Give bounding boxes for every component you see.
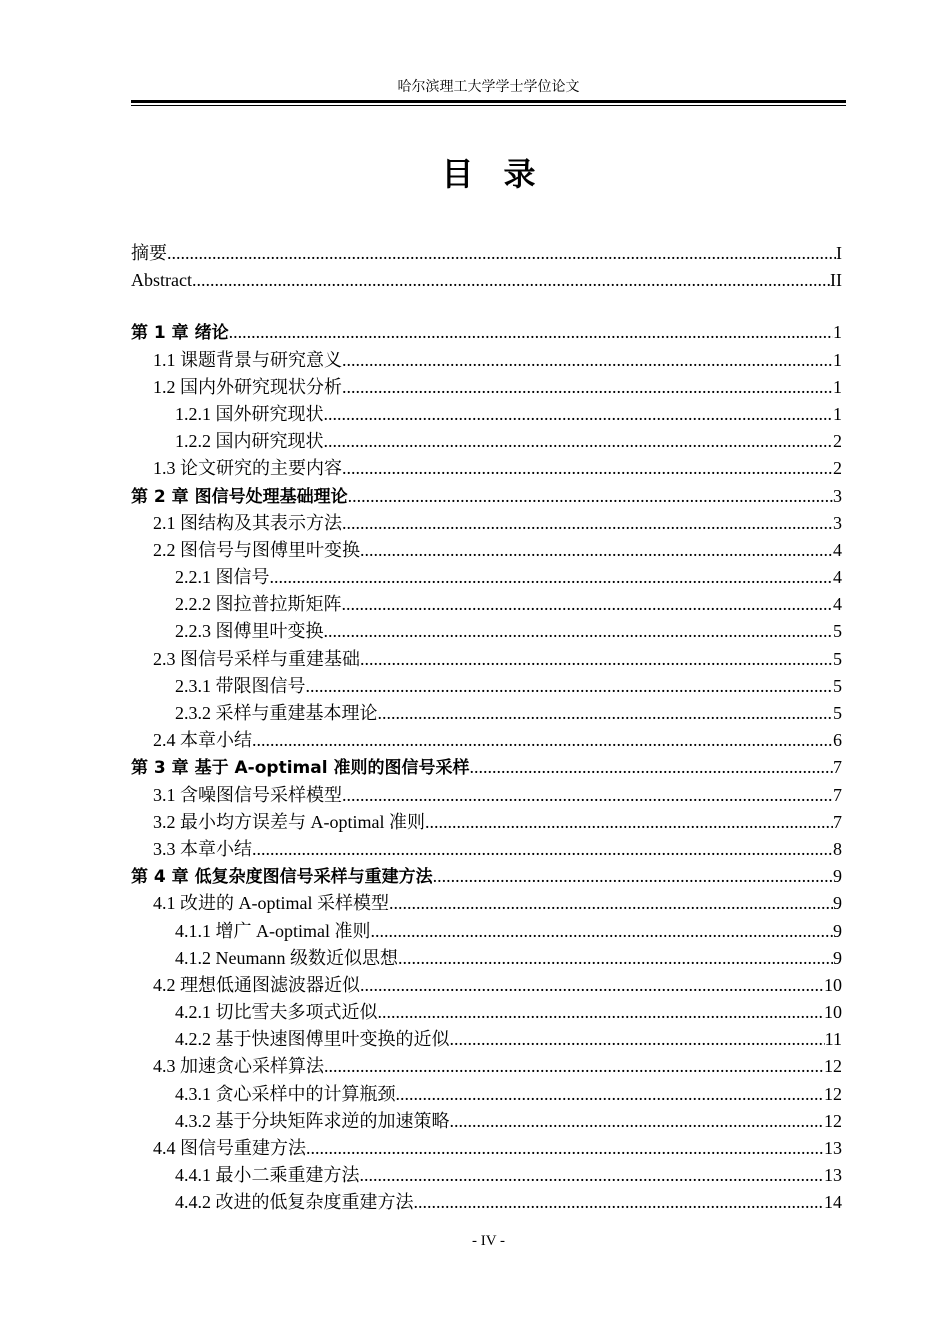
header-rule-thick bbox=[131, 100, 846, 103]
toc-section[interactable]: 4.1 改进的 A-optimal 采样模型 ..... 9 bbox=[131, 890, 842, 917]
toc-section[interactable]: 2.3 图信号采样与重建基础 ..... 5 bbox=[131, 646, 842, 673]
toc-subsection[interactable]: 4.2.2 基于快速图傅里叶变换的近似 ..... 11 bbox=[131, 1026, 842, 1053]
toc-chapter[interactable]: 第 3 章 基于 A-optimal 准则的图信号采样 ..... 7 bbox=[131, 754, 842, 781]
toc-chapter[interactable]: 第 1 章 绪论 ..... 1 bbox=[131, 319, 842, 346]
toc-section[interactable]: 1.1 课题背景与研究意义 ..... 1 bbox=[131, 347, 842, 374]
page-title: 目录 bbox=[441, 155, 566, 193]
toc-chapter[interactable]: 第 4 章 低复杂度图信号采样与重建方法 ..... 9 bbox=[131, 863, 842, 890]
toc-subsection[interactable]: 4.4.2 改进的低复杂度重建方法 ..... 14 bbox=[131, 1189, 842, 1216]
toc-entry[interactable]: Abstract ..... II bbox=[131, 267, 842, 294]
page-number: - IV - bbox=[471, 1233, 506, 1249]
toc-section[interactable]: 4.2 理想低通图滤波器近似 ..... 10 bbox=[131, 972, 842, 999]
toc-subsection[interactable]: 4.2.1 切比雪夫多项式近似 ..... 10 bbox=[131, 999, 842, 1026]
toc-subsection[interactable]: 4.4.1 最小二乘重建方法 ..... 13 bbox=[131, 1162, 842, 1189]
toc-section[interactable]: 3.3 本章小结 ..... 8 bbox=[131, 836, 842, 863]
toc-section[interactable]: 3.1 含噪图信号采样模型 ..... 7 bbox=[131, 782, 842, 809]
toc-entry[interactable]: 摘要 ..... I bbox=[131, 240, 842, 267]
toc-subsection[interactable]: 1.2.2 国内研究现状 ..... 2 bbox=[131, 428, 842, 455]
toc-section[interactable]: 4.3 加速贪心采样算法 ..... 12 bbox=[131, 1053, 842, 1080]
toc-subsection[interactable]: 2.2.1 图信号 ..... 4 bbox=[131, 564, 842, 591]
table-of-contents bbox=[131, 240, 842, 1217]
running-header: 哈尔滨理工大学学士学位论文 bbox=[397, 80, 580, 95]
toc-subsection[interactable]: 2.3.1 带限图信号 ..... 5 bbox=[131, 673, 842, 700]
toc-section[interactable]: 1.2 国内外研究现状分析 ..... 1 bbox=[131, 374, 842, 401]
toc-section[interactable]: 2.4 本章小结 ..... 6 bbox=[131, 727, 842, 754]
toc-subsection[interactable]: 4.3.1 贪心采样中的计算瓶颈 ..... 12 bbox=[131, 1081, 842, 1108]
toc-subsection[interactable]: 4.3.2 基于分块矩阵求逆的加速策略 ..... 12 bbox=[131, 1108, 842, 1135]
toc-chapter[interactable]: 第 2 章 图信号处理基础理论 ..... 3 bbox=[131, 483, 842, 510]
toc-subsection[interactable]: 4.1.2 Neumann 级数近似思想 ..... 9 bbox=[131, 945, 842, 972]
toc-section[interactable]: 2.1 图结构及其表示方法 ..... 3 bbox=[131, 510, 842, 537]
toc-subsection[interactable]: 2.2.2 图拉普拉斯矩阵 ..... 4 bbox=[131, 591, 842, 618]
toc-subsection[interactable]: 2.2.3 图傅里叶变换 ..... 5 bbox=[131, 618, 842, 645]
toc-subsection[interactable]: 1.2.1 国外研究现状 ..... 1 bbox=[131, 401, 842, 428]
toc-section[interactable]: 4.4 图信号重建方法 ..... 13 bbox=[131, 1135, 842, 1162]
toc-section[interactable]: 2.2 图信号与图傅里叶变换 ..... 4 bbox=[131, 537, 842, 564]
toc-subsection[interactable]: 4.1.1 增广 A-optimal 准则 ..... 9 bbox=[131, 918, 842, 945]
toc-subsection[interactable]: 2.3.2 采样与重建基本理论 ..... 5 bbox=[131, 700, 842, 727]
toc-section[interactable]: 3.2 最小均方误差与 A-optimal 准则 ..... 7 bbox=[131, 809, 842, 836]
toc-section[interactable]: 1.3 论文研究的主要内容 ..... 2 bbox=[131, 455, 842, 482]
header-rule-thin bbox=[131, 105, 846, 106]
